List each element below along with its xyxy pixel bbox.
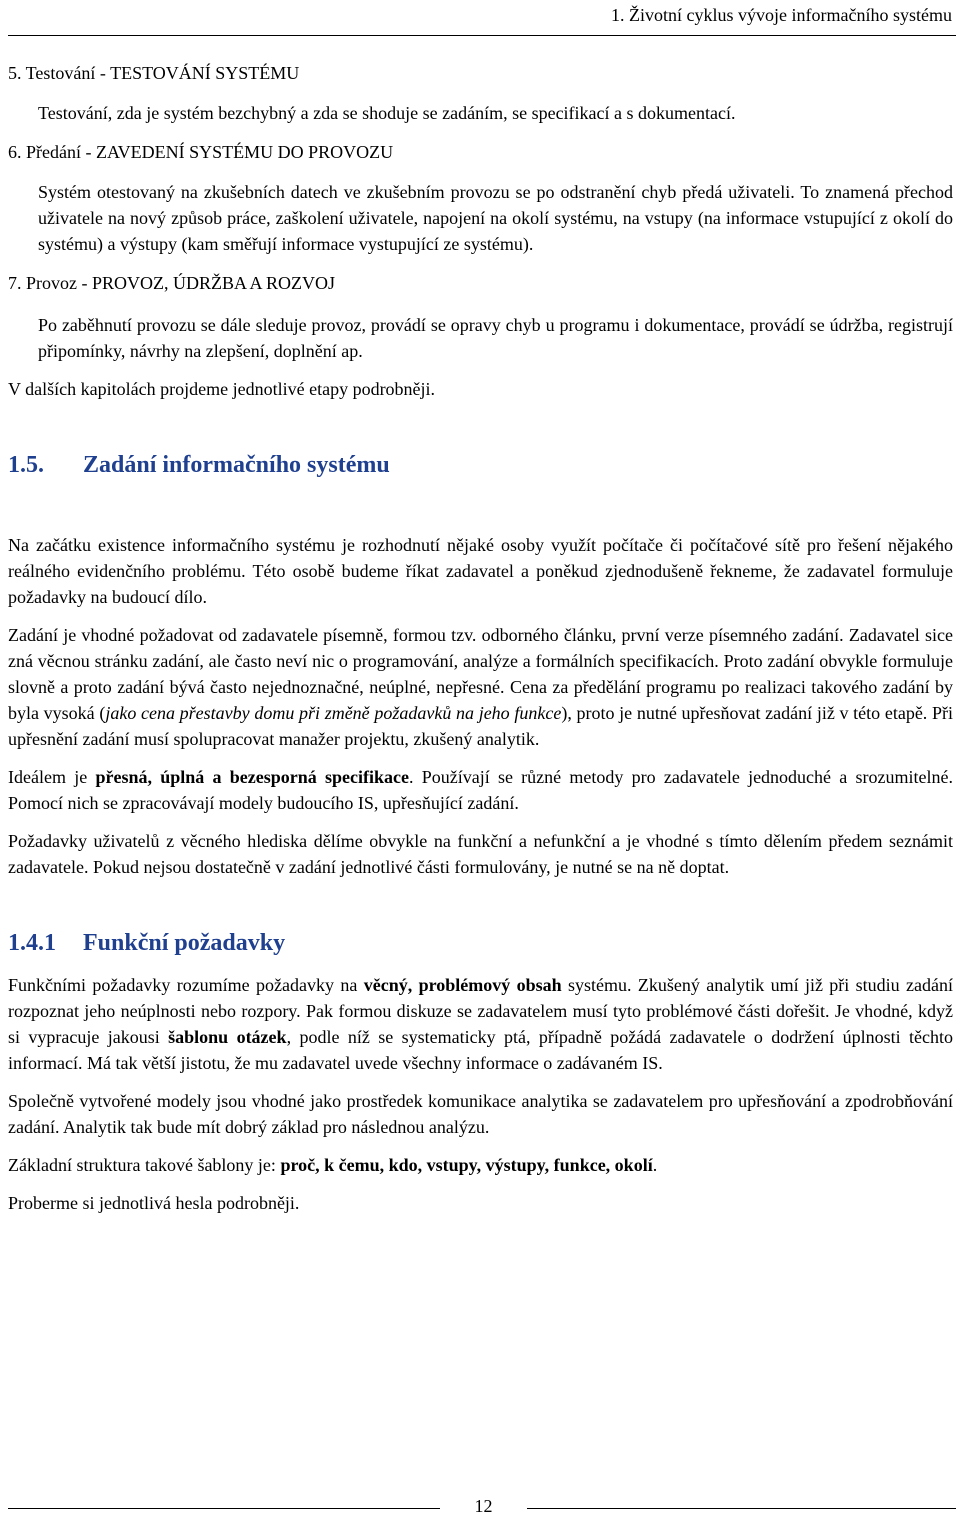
paragraph-3: [8, 764, 953, 816]
paragraph-5: [8, 972, 953, 1076]
paragraph-3-text-b: . Používají se různé metody pro zadavatele jednoduché a srozumitelné. Pomocí nich se zpracovávají modely budoucího IS, upřesňující zadání.: [8, 767, 953, 813]
footer-rule-left: [8, 1508, 440, 1509]
heading-1-5-title: Zadání informačního systému: [83, 452, 390, 478]
paragraph-4: Požadavky uživatelů z věcného hlediska dělíme obvykle na funkční a nefunkční a je vhodné s tímto dělením předem seznámit zadavatele. Pokud nejsou dostatečně v zadání jednotlivé části formulovány, je nutné se na ně doptat.: [8, 831, 953, 877]
heading-1-5: [8, 450, 953, 480]
heading-1-4-1-number: 1.4.1: [8, 930, 56, 956]
paragraph-7-bold: proč, k čemu, kdo, vstupy, výstupy, funkce, okolí: [280, 1155, 653, 1175]
paragraph-2-text-b: ), proto je nutné upřesňovat zadání již v této etapě. Při upřesnění zadání musí spolupracovat manažer projektu, zkušený analytik.: [8, 703, 953, 749]
section-6-text: Systém otestovaný na zkušebních datech ve zkušebním provozu se po odstranění chyb předá uživateli. To znamená přechod uživatele na nový způsob práce, zaškolení uživatele, napojení na okolí systému, na vstupy (na informace vstupující z okolí do systému) a výstupy (kam směřují informace vystupující ze systému).: [38, 182, 953, 254]
paragraph-5-bold-2: šablonu otázek: [168, 1027, 287, 1047]
section-7-number: 7. Provoz -: [8, 273, 92, 293]
paragraph-5-bold-1: věcný, problémový obsah: [363, 975, 562, 995]
paragraph-6: Společně vytvořené modely jsou vhodné jako prostředek komunikace analytika se zadavatelem pro upřesňování a zpodrobňování zadání. Analytik tak bude mít dobrý základ pro následnou analýzu.: [8, 1091, 953, 1137]
running-header: 1. Životní cyklus vývoje informačního systému: [611, 5, 952, 25]
paragraph-5-text-b: systému. Zkušený analytik umí již při studiu zadání rozpoznat jeho neúplnosti nebo rozpory. Pak formou diskuze se zadavatelem musí tyto problémové části dořešit. Je vhodné, když si vypracuje jakousi: [8, 975, 954, 1047]
section-7-title: [8, 270, 953, 296]
section-7-caps: PROVOZ, ÚDRŽBA A ROZVOJ: [92, 273, 336, 293]
paragraph-7-text-b: .: [652, 1155, 658, 1175]
page-number: 12: [474, 1496, 493, 1516]
section-7-text: Po zaběhnutí provozu se dále sleduje provoz, provádí se opravy chyb u programu i dokumentace, provádí se údržba, registrují připomínky, návrhy na zlepšení, doplnění ap.: [38, 315, 953, 361]
paragraph-1: Na začátku existence informačního systému je rozhodnutí nějaké osoby využít počítače či počítačové sítě pro řešení nějakého reálného evidenčního problému. Této osobě budeme říkat zadavatel a poněkud zjednodušeně řekneme, že zadavatel formuluje požadavky na budoucí dílo.: [8, 535, 953, 607]
heading-1-5-number: 1.5.: [8, 452, 44, 478]
footer-rule-right: [527, 1508, 956, 1509]
paragraph-2: [8, 622, 953, 752]
section-5-title: [8, 60, 953, 86]
paragraph-2-italic: jako cena přestavby domu při změně požadavků na jeho funkce: [105, 703, 562, 723]
paragraph-3-bold: přesná, úplná a bezesporná specifikace: [95, 767, 409, 787]
heading-1-4-1-title: Funkční požadavky: [83, 930, 286, 956]
section-5-number: 5. Testování -: [8, 63, 111, 83]
paragraph-7: [8, 1152, 953, 1178]
section-5-text: Testování, zda je systém bezchybný a zda se shoduje se zadáním, se specifikací a s dokumentací.: [38, 103, 736, 123]
paragraph-2-text-a: Zadání je vhodné požadovat od zadavatele písemně, formou tzv. odborného článku, první verze písemného zadání. Zadavatel sice zná věcnou stránku zadání, ale často neví nic o programování, analýze a formálních specifikacích. Proto zadání obvykle formuluje slovně a proto zadání bývá často nejednoznačné, neúplné, nepřesné. Cena za předělání programu po realizaci takového zadání by byla vysoká (: [8, 625, 953, 723]
heading-1-4-1: [8, 928, 953, 958]
paragraph-5-text-a: Funkčními požadavky rozumíme požadavky na: [8, 975, 364, 995]
closing-sentence: V dalších kapitolách projdeme jednotlivé etapy podrobněji.: [8, 379, 436, 399]
paragraph-3-text-a: Ideálem je: [8, 767, 96, 787]
paragraph-7-text-a: Základní struktura takové šablony je:: [8, 1155, 281, 1175]
paragraph-5-text-c: , podle níž se systematicky ptá, případně požádá zadavatele o dodržení úplnosti těchto informací. Má tak větší jistotu, že mu zadavatel uvede všechny informace o zadávaném IS.: [8, 1027, 954, 1073]
paragraph-8: Proberme si jednotlivá hesla podrobněji.: [8, 1193, 300, 1213]
section-6-number: 6. Předání -: [8, 142, 96, 162]
header-rule: [8, 35, 956, 36]
page-content: [8, 60, 953, 1216]
section-5-caps: TESTOVÁNÍ SYSTÉMU: [110, 63, 300, 83]
section-6-title: [8, 139, 953, 165]
section-6-caps: ZAVEDENÍ SYSTÉMU DO PROVOZU: [95, 142, 394, 162]
